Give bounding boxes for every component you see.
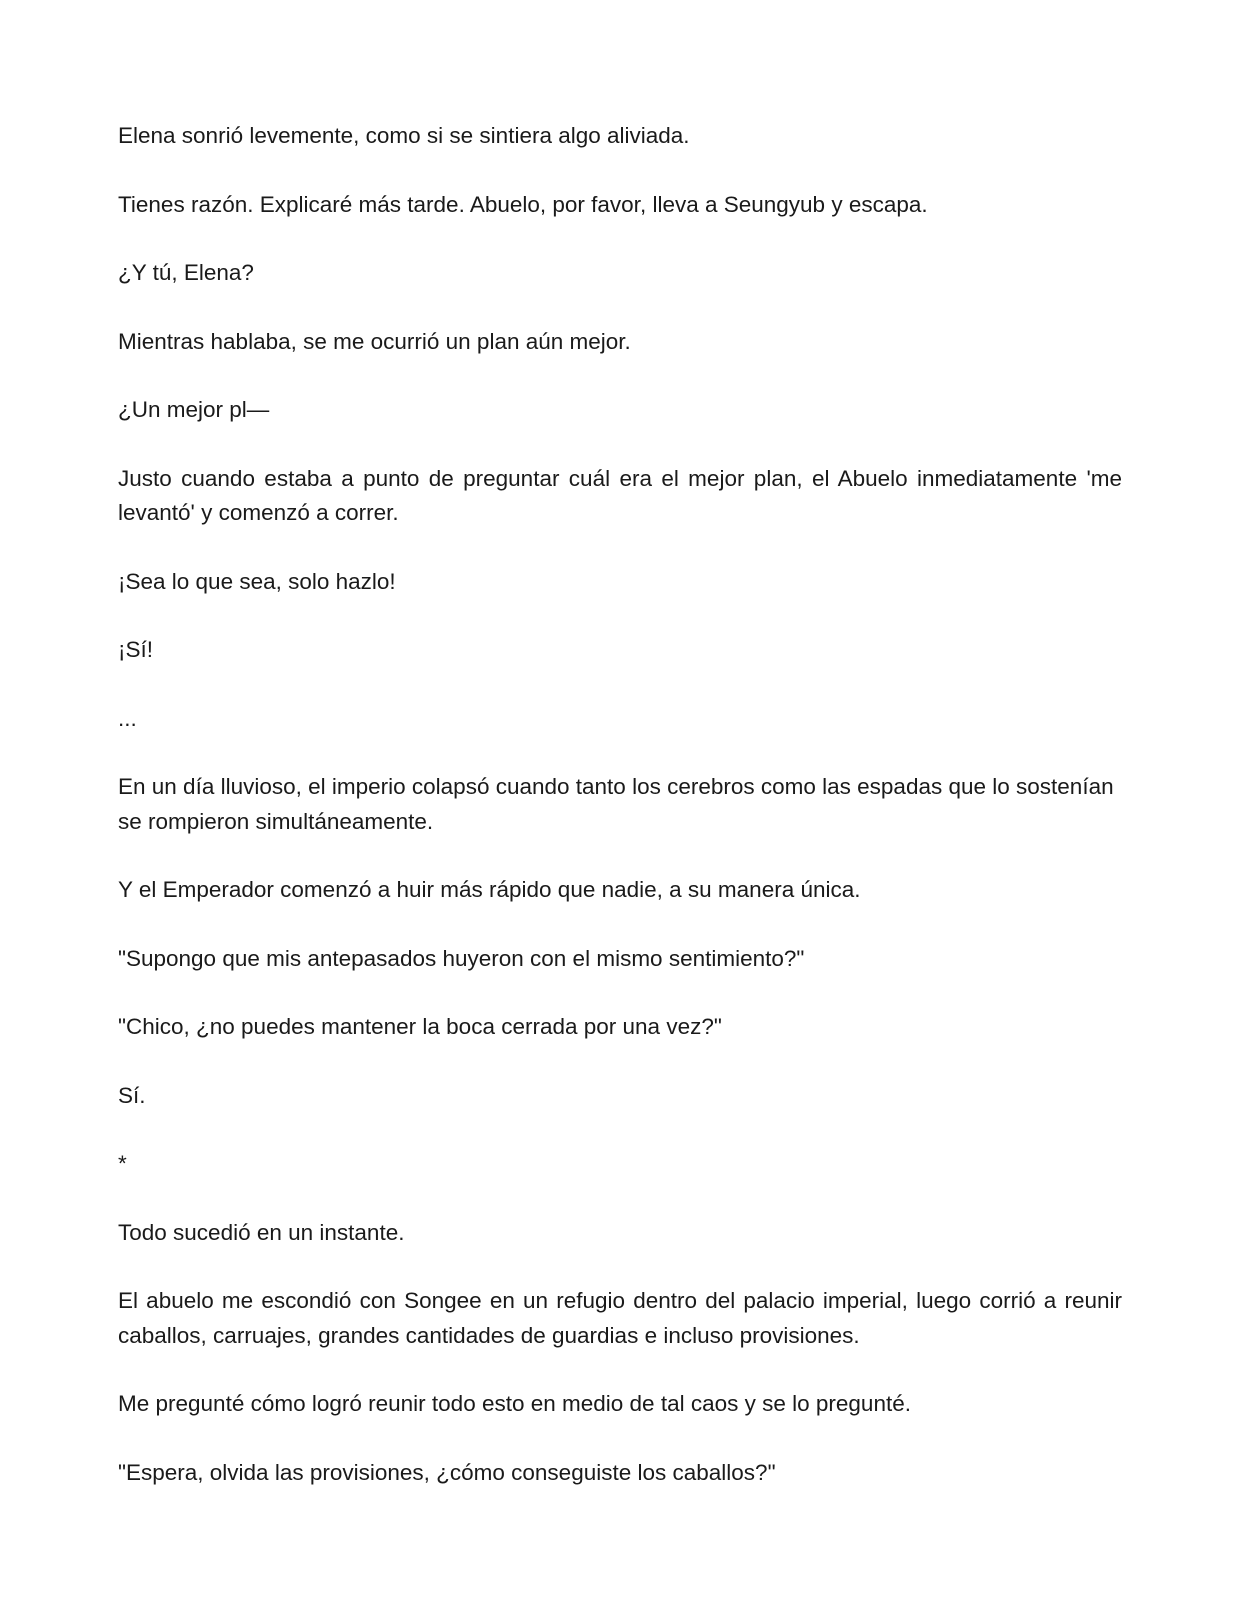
paragraph: Mientras hablaba, se me ocurrió un plan aún mejor. — [118, 328, 631, 354]
paragraph: Todo sucedió en un instante. — [118, 1219, 405, 1245]
paragraph: El abuelo me escondió con Songee en un refugio dentro del palacio imperial, luego corrió a reunir caballos, carruajes, grandes cantidades de guardias e incluso provisiones. — [118, 1288, 1122, 1348]
paragraph: "Chico, ¿no puedes mantener la boca cerrada por una vez?" — [118, 1014, 722, 1039]
paragraph: ¿Un mejor pl— — [118, 397, 270, 422]
paragraph: Tienes razón. Explicaré más tarde. Abuelo, por favor, lleva a Seungyub y escapa. — [118, 191, 928, 217]
document-body — [118, 119, 1122, 1524]
paragraph: Sí. — [118, 1082, 146, 1108]
section-separator: * — [118, 1151, 127, 1176]
section-ellipsis: ... — [118, 705, 137, 731]
paragraph: "Espera, olvida las provisiones, ¿cómo conseguiste los caballos?" — [118, 1459, 776, 1485]
paragraph: ¡Sí! — [118, 637, 154, 662]
paragraph: Me pregunté cómo logró reunir todo esto en medio de tal caos y se lo pregunté. — [118, 1391, 911, 1416]
paragraph: Elena sonrió levemente, como si se sintiera algo aliviada. — [118, 123, 690, 148]
paragraph: ¡Sea lo que sea, solo hazlo! — [118, 568, 396, 594]
paragraph: Y el Emperador comenzó a huir más rápido que nadie, a su manera única. — [118, 877, 861, 902]
paragraph: ¿Y tú, Elena? — [118, 260, 254, 285]
paragraph: En un día lluvioso, el imperio colapsó cuando tanto los cerebros como las espadas que lo sostenían se rompieron simultáneamente. — [118, 774, 1114, 834]
paragraph: Justo cuando estaba a punto de preguntar cuál era el mejor plan, el Abuelo inmediatamente 'me levantó' y comenzó a correr. — [118, 465, 1122, 525]
paragraph: "Supongo que mis antepasados huyeron con el mismo sentimiento?" — [118, 945, 805, 971]
